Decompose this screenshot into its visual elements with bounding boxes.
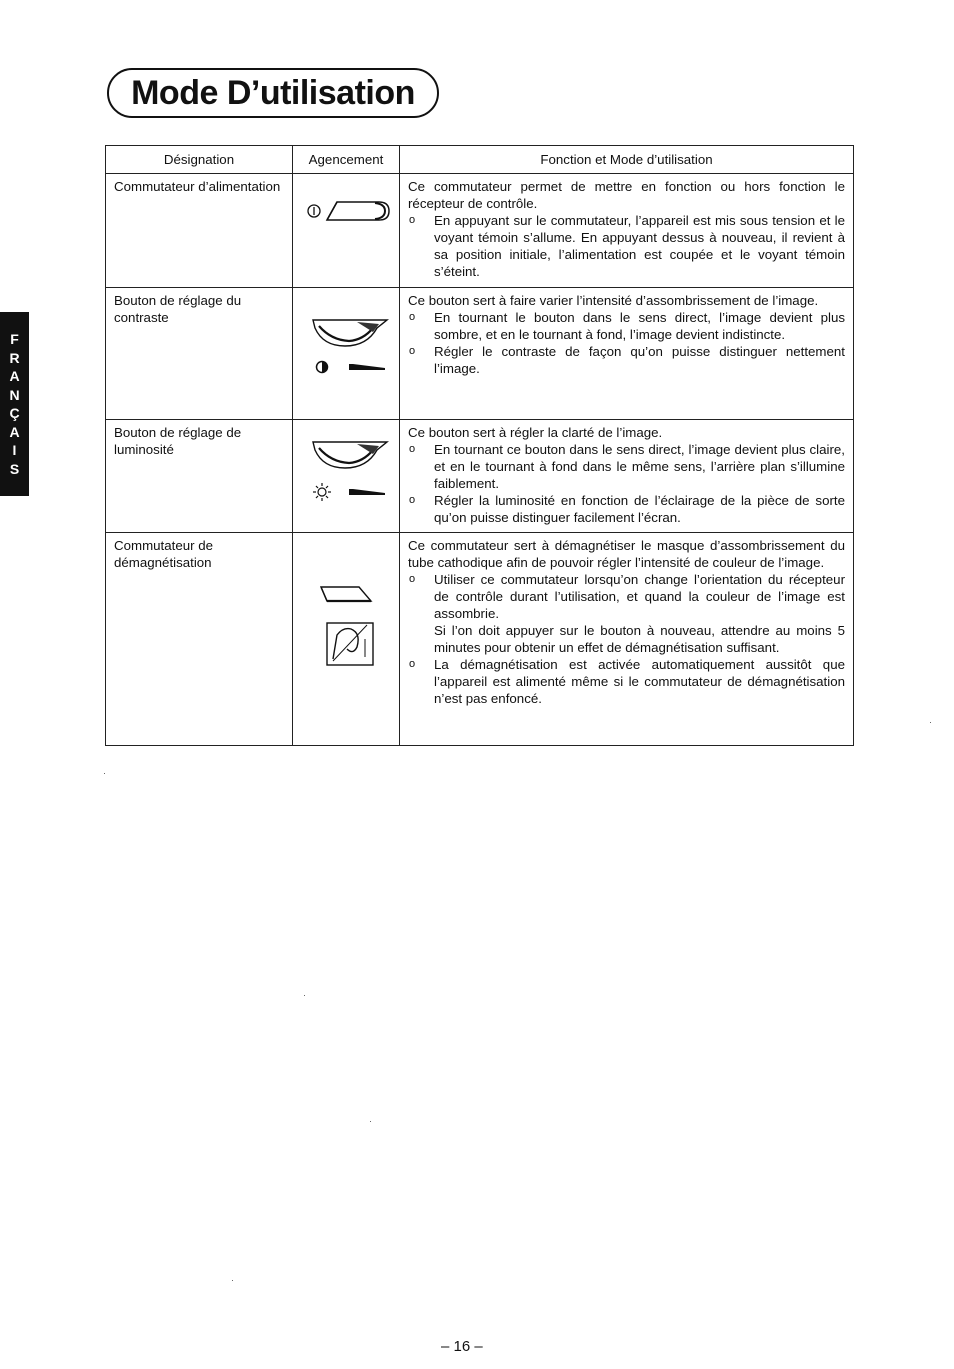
list-item bbox=[408, 441, 845, 492]
list-item bbox=[408, 492, 845, 526]
language-tab-letter: Ç bbox=[9, 405, 20, 421]
bullet-icon: o bbox=[409, 214, 416, 226]
function-intro: Ce commutateur permet de mettre en fonction ou hors fonction le récepteur de contrôle. bbox=[408, 179, 845, 211]
scan-speck bbox=[104, 773, 105, 774]
table-row bbox=[106, 288, 854, 420]
list-item bbox=[408, 571, 845, 656]
contrast-knob-icon bbox=[297, 310, 397, 380]
function-cell bbox=[400, 533, 854, 746]
list-item-text: Utiliser ce commutateur lorsqu’on change l’orientation du récepteur de contrôle durant l’utilisation, et quand la couleur de l’image est assombrie. bbox=[434, 572, 845, 621]
function-intro: Ce commutateur sert à démagnétiser le masque d’assombrissement du tube cathodique afin de pouvoir régler l’intensité de couleur de l’image. bbox=[408, 538, 845, 570]
bullet-icon: o bbox=[409, 311, 416, 323]
designation-cell: Commutateur de démagnétisation bbox=[106, 533, 293, 746]
bullet-icon: o bbox=[409, 345, 416, 357]
language-tab-letter: R bbox=[9, 349, 20, 366]
header-designation: Désignation bbox=[106, 146, 293, 174]
designation-cell: Bouton de réglage de luminosité bbox=[106, 420, 293, 533]
designation-cell: Commutateur d’alimentation bbox=[106, 174, 293, 288]
table-row bbox=[106, 533, 854, 746]
degauss-switch-icon bbox=[297, 573, 397, 713]
agencement-cell bbox=[293, 174, 400, 288]
scan-speck bbox=[370, 1121, 371, 1122]
bullet-icon: o bbox=[409, 658, 416, 670]
page-number: – 16 – bbox=[441, 1338, 483, 1355]
table-row bbox=[106, 174, 854, 288]
function-cell bbox=[400, 288, 854, 420]
function-intro: Ce bouton sert à faire varier l’intensité d’assombrissement de l’image. bbox=[408, 293, 819, 308]
list-item-text: Régler la luminosité en fonction de l’éclairage de la pièce de sorte qu’on puisse distinguer facilement l’écran. bbox=[434, 493, 845, 525]
list-item-text: Régler le contraste de façon qu’on puisse distinguer nettement l’image. bbox=[434, 344, 845, 376]
language-tab-letter: I bbox=[12, 442, 17, 458]
table-row bbox=[106, 420, 854, 533]
function-list bbox=[408, 571, 845, 707]
function-cell bbox=[400, 174, 854, 288]
bullet-icon: o bbox=[409, 573, 416, 585]
language-tab-letter: A bbox=[9, 423, 20, 440]
list-item-note: Si l’on doit appuyer sur le bouton à nouveau, attendre au moins 5 minutes pour obtenir un effet de démagnétisation suffisant. bbox=[434, 623, 845, 655]
controls-table bbox=[105, 145, 854, 746]
bullet-icon: o bbox=[409, 494, 416, 506]
list-item-text: En tournant le bouton dans le sens direct, l’image devient plus sombre, et en le tournant à fond, l’image devient indistincte. bbox=[434, 310, 845, 342]
brightness-knob-icon bbox=[297, 434, 397, 524]
function-cell bbox=[400, 420, 854, 533]
function-intro: Ce bouton sert à régler la clarté de l’image. bbox=[408, 425, 663, 440]
page-title: Mode D’utilisation bbox=[131, 73, 415, 112]
agencement-cell bbox=[293, 533, 400, 746]
list-item bbox=[408, 656, 845, 707]
list-item bbox=[408, 212, 845, 280]
title-frame bbox=[107, 68, 439, 118]
language-tab-letter: A bbox=[9, 368, 20, 384]
function-list bbox=[408, 212, 845, 280]
function-list bbox=[408, 441, 845, 526]
scan-speck bbox=[930, 722, 931, 723]
language-tab bbox=[0, 312, 29, 496]
scan-speck bbox=[304, 995, 305, 996]
language-tab-letter: F bbox=[10, 331, 19, 347]
agencement-cell bbox=[293, 420, 400, 533]
table-header-row bbox=[106, 146, 854, 174]
bullet-icon: o bbox=[409, 443, 416, 455]
power-switch-icon bbox=[297, 194, 397, 234]
header-agencement: Agencement bbox=[293, 146, 400, 174]
agencement-cell bbox=[293, 288, 400, 420]
list-item bbox=[408, 309, 845, 343]
designation-cell: Bouton de réglage du contraste bbox=[106, 288, 293, 420]
header-fonction: Fonction et Mode d’utilisation bbox=[400, 146, 854, 174]
function-list bbox=[408, 309, 845, 377]
list-item-text: En appuyant sur le commutateur, l’appareil est mis sous tension et le voyant témoin s’allume. En appuyant dessus à nouveau, il revient à sa position initiale, l’alimentation est coupée et le voyant témoin s’éteint. bbox=[434, 213, 845, 279]
language-tab-letter: S bbox=[9, 460, 20, 477]
scan-speck bbox=[232, 1280, 233, 1281]
language-tab-letter: N bbox=[9, 386, 20, 403]
list-item-text: La démagnétisation est activée automatiquement aussitôt que l’appareil est alimenté même si le commutateur de démagnétisation n’est pas enfoncé. bbox=[434, 657, 845, 706]
list-item bbox=[408, 343, 845, 377]
list-item-text: En tournant ce bouton dans le sens direct, l’image devient plus claire, et en le tournant à fond dans le même sens, l’arrière plan s’illumine faiblement. bbox=[434, 442, 845, 491]
